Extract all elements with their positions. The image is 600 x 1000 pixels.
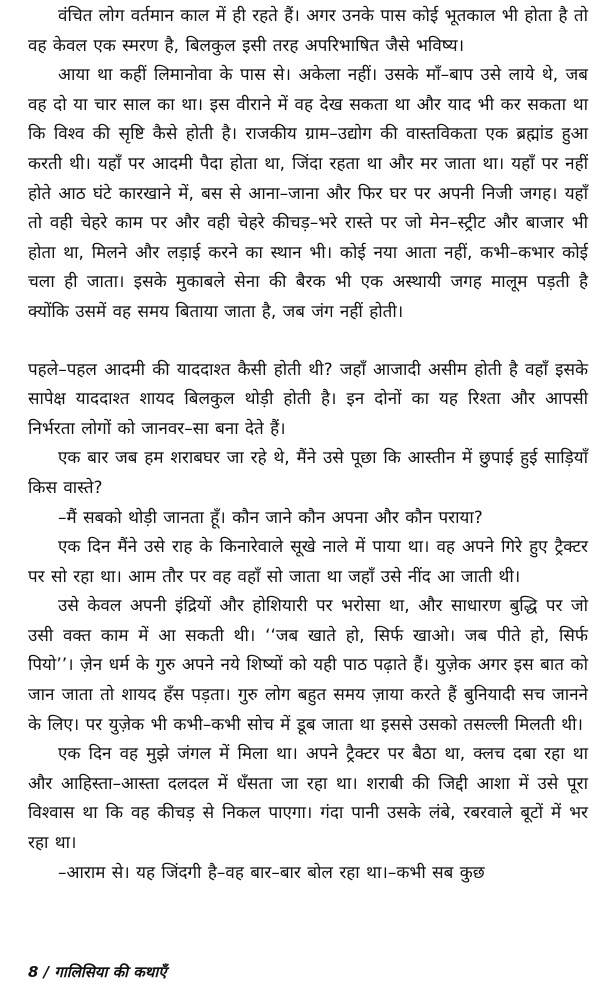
paragraph-9: –आराम से। यह जिंदगी है–वह बार–बार बोल रहा था।–कभी सब कुछ [58,862,485,883]
book-title: गालिसिया की कथाएँ [54,963,167,981]
document-page [28,0,588,1000]
paragraph-3: पहले–पहल आदमी की याददाश्त कैसी होती थी? जहाँ आजादी असीम होती है वहाँ इसके सापेक्ष याददाश्त शायद बिलकुल थोड़ी होती है। इन दोनों का यह रिश्ता और आपसी निर्भरता लोगों को जानवर–सा बना देते हैं। [28,359,588,439]
page-footer [28,962,167,982]
paragraph-6: एक दिन मैंने उसे राह के किनारेवाले सूखे नाले में पाया था। वह अपने गिरे हुए ट्रैक्टर पर सो रहा था। आम तौर पर वह वहाँ सो जाता था जहाँ उसे नींद आ जाती थी। [28,537,588,587]
section-gap [28,328,588,356]
paragraph-5: –मैं सबको थोड़ी जानता हूँ। कौन जाने कौन अपना और कौन पराया? [58,507,483,528]
paragraph-8: एक दिन वह मुझे जंगल में मिला था। अपने ट्रैक्टर पर बैठा था, क्लच दबा रहा था और आहिस्ता–आस्ता दलदल में धँसता जा रहा था। शराबी की जिद्दी आशा में उसे पूरा विश्वास था कि वह कीचड़ से निकल पाएगा। गंदा पानी उसके लंबे, रबरवाले बूटों में भर रहा था। [28,744,588,854]
paragraph-7: उसे केवल अपनी इंद्रियों और होशियारी पर भरोसा था, और साधारण बुद्धि पर जो उसी वक्त काम में आ सकती थी। ‘‘जब खाते हो, सिर्फ खाओ। जब पीते हो, सिर्फ पियो’’। ज़ेन धर्म के गुरु अपने नये शिष्यों को यही पाठ पढ़ाते हैं। युज़ेक अगर इस बात को जान जाता तो शायद हँस पड़ता। गुरु लोग बहुत समय ज़ाया करते हैं बुनियादी सच जानने के लिए। पर युज़ेक भी कभी–कभी सोच में डूब जाता था इससे उसको तसल्ली मिलती थी। [28,596,588,735]
paragraph-1: वंचित लोग वर्तमान काल में ही रहते हैं। अगर उनके पास कोई भूतकाल भी होता है तो वह केवल एक स्मरण है, बिलकुल इसी तरह अपरिभाषित जैसे भविष्य। [28,6,588,56]
footer-separator: / [43,963,50,981]
page-number: 8 [28,963,39,981]
paragraph-2: आया था कहीं लिमानोवा के पास से। अकेला नहीं। उसके माँ–बाप उसे लाये थे, जब वह दो या चार साल का था। इस वीराने में वह देख सकता था और याद भी कर सकता था कि विश्व की सृष्टि कैसे होती है। राजकीय ग्राम–उद्योग की वास्तविकता एक ब्रह्मांड हुआ करती थी। यहाँ पर आदमी पैदा होता था, जिंदा रहता था और मर जाता था। यहाँ पर नहीं होते आठ घंटे कारखाने में, बस से आना–जाना और फिर घर पर अपनी निजी जगह। यहाँ तो वही चेहरे काम पर और वही चेहरे कीचड़–भरे रास्ते पर जो मेन–स्ट्रीट और बाजार भी होता था, मिलने और लड़ाई करने का स्थान भी। कोई नया आता नहीं, कभी–कभार कोई चला ही जाता। इसके मुकाबले सेना की बैरक भी एक अस्थायी जगह मालूम पड़ती है क्योंकि उसमें वह समय बिताया जाता है, जब जंग नहीं होती। [28,65,588,322]
paragraph-4: एक बार जब हम शराबघर जा रहे थे, मैंने उसे पूछा कि आस्तीन में छुपाई हुई साड़ियाँ किस वास्ते? [28,448,588,498]
